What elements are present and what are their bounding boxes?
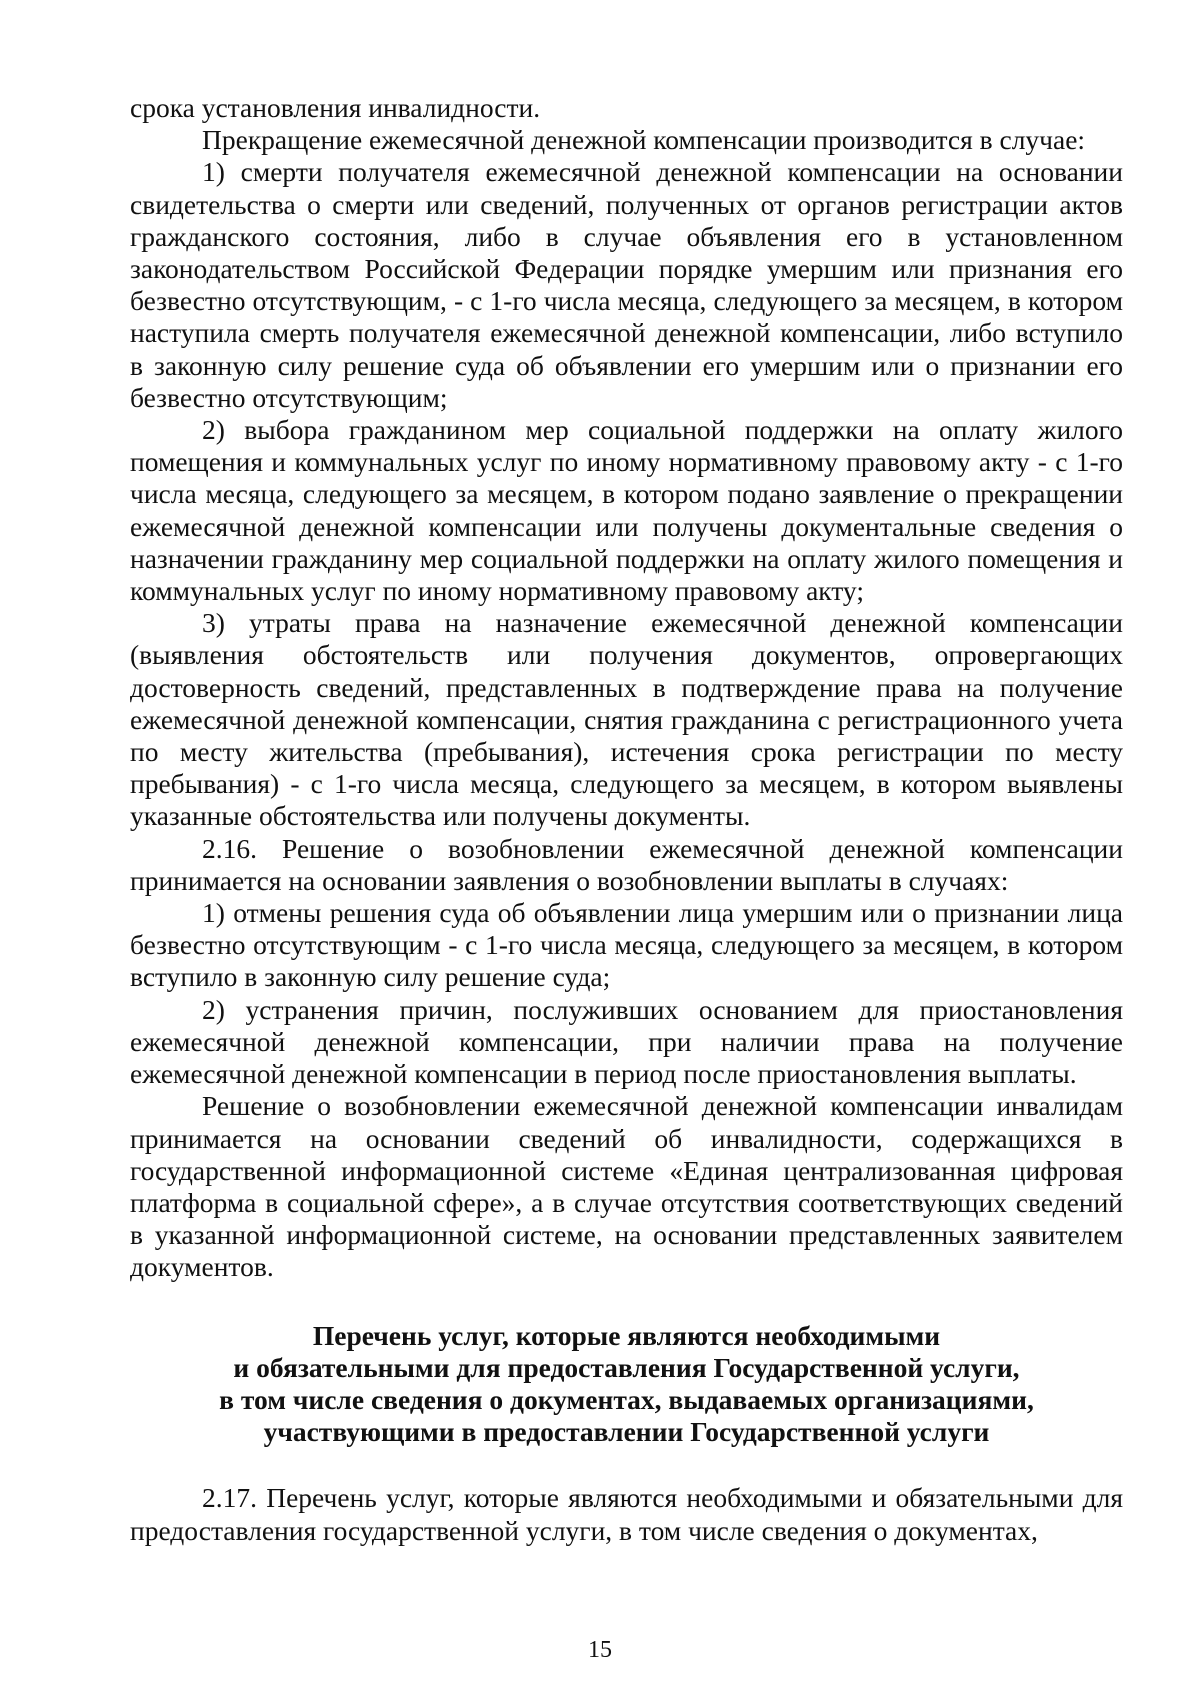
paragraph-termination-intro: Прекращение ежемесячной денежной компенсации производится в случае: — [202, 124, 1086, 156]
paragraph-termination-item-2: 2) выбора гражданином мер социальной поддержки на оплату жилого помещения и коммунальных услуг по иному нормативному правовому акту - с 1-го числа месяца, следующего за месяцем, в котором подано заявление о прекращении ежемесячной денежной компенсации или получены документальные сведения о назначении гражданину мер социальной поддержки на оплату жилого помещения и коммунальных услуг по иному нормативному правовому акту; — [130, 414, 1123, 607]
paragraph-resumption-item-1: 1) отмены решения суда об объявлении лица умершим или о признании лица безвестно отсутствующим - с 1-го числа месяца, следующего за месяцем, в котором вступило в законную силу решение суда; — [130, 897, 1123, 993]
section-heading-line: и обязательными для предоставления Государственной услуги, — [233, 1351, 1020, 1383]
paragraph-termination-item-3: 3) утраты права на назначение ежемесячной денежной компенсации (выявления обстоятельств или получения документов, опровергающих достоверность сведений, представленных в подтверждение права на получение ежемесячной денежной компенсации, снятия гражданина с регистрационного учета по месту жительства (пребывания), истечения срока регистрации по месту пребывания) - с 1-го числа месяца, следующего за месяцем, в котором выявлены указанные обстоятельства или получены документы. — [130, 607, 1123, 832]
section-heading-line: Перечень услуг, которые являются необходимыми — [312, 1319, 941, 1351]
paragraph-termination-item-1: 1) смерти получателя ежемесячной денежной компенсации на основании свидетельства о смерти или сведений, полученных от органов регистрации актов гражданского состояния, либо в случае объявления его в установленном законодательством Российской Федерации порядке умершим или признания его безвестно отсутствующим, - с 1-го числа месяца, следующего за месяцем, в котором наступила смерть получателя ежемесячной денежной компенсации, либо вступило в законную силу решение суда об объявлении его умершим или о признании его безвестно отсутствующим; — [130, 156, 1123, 413]
section-heading-line: участвующими в предоставлении Государственной услуги — [263, 1416, 990, 1448]
paragraph-2-17: 2.17. Перечень услуг, которые являются необходимыми и обязательными для предоставления государственной услуги, в том числе сведения о документах, — [130, 1482, 1123, 1546]
section-heading-line: в том числе сведения о документах, выдаваемых организациями, — [219, 1383, 1034, 1415]
paragraph-2-16: 2.16. Решение о возобновлении ежемесячной денежной компенсации принимается на основании заявления о возобновлении выплаты в случаях: — [130, 832, 1123, 896]
page-number: 15 — [588, 1637, 612, 1663]
paragraph-resumption-disabled: Решение о возобновлении ежемесячной денежной компенсации инвалидам принимается на основании сведений об инвалидности, содержащихся в государственной информационной системе «Единая централизованная цифровая платформа в социальной сфере», а в случае отсутствия соответствующих сведений в указанной информационной системе, на основании представленных заявителем документов. — [130, 1090, 1123, 1283]
paragraph-resumption-item-2: 2) устранения причин, послуживших основанием для приостановления ежемесячной денежной компенсации, при наличии права на получение ежемесячной денежной компенсации в период после приостановления выплаты. — [130, 993, 1123, 1090]
paragraph-continuation: срока установления инвалидности. — [130, 92, 541, 123]
document-body — [130, 92, 1123, 1547]
section-heading — [130, 1320, 1123, 1449]
